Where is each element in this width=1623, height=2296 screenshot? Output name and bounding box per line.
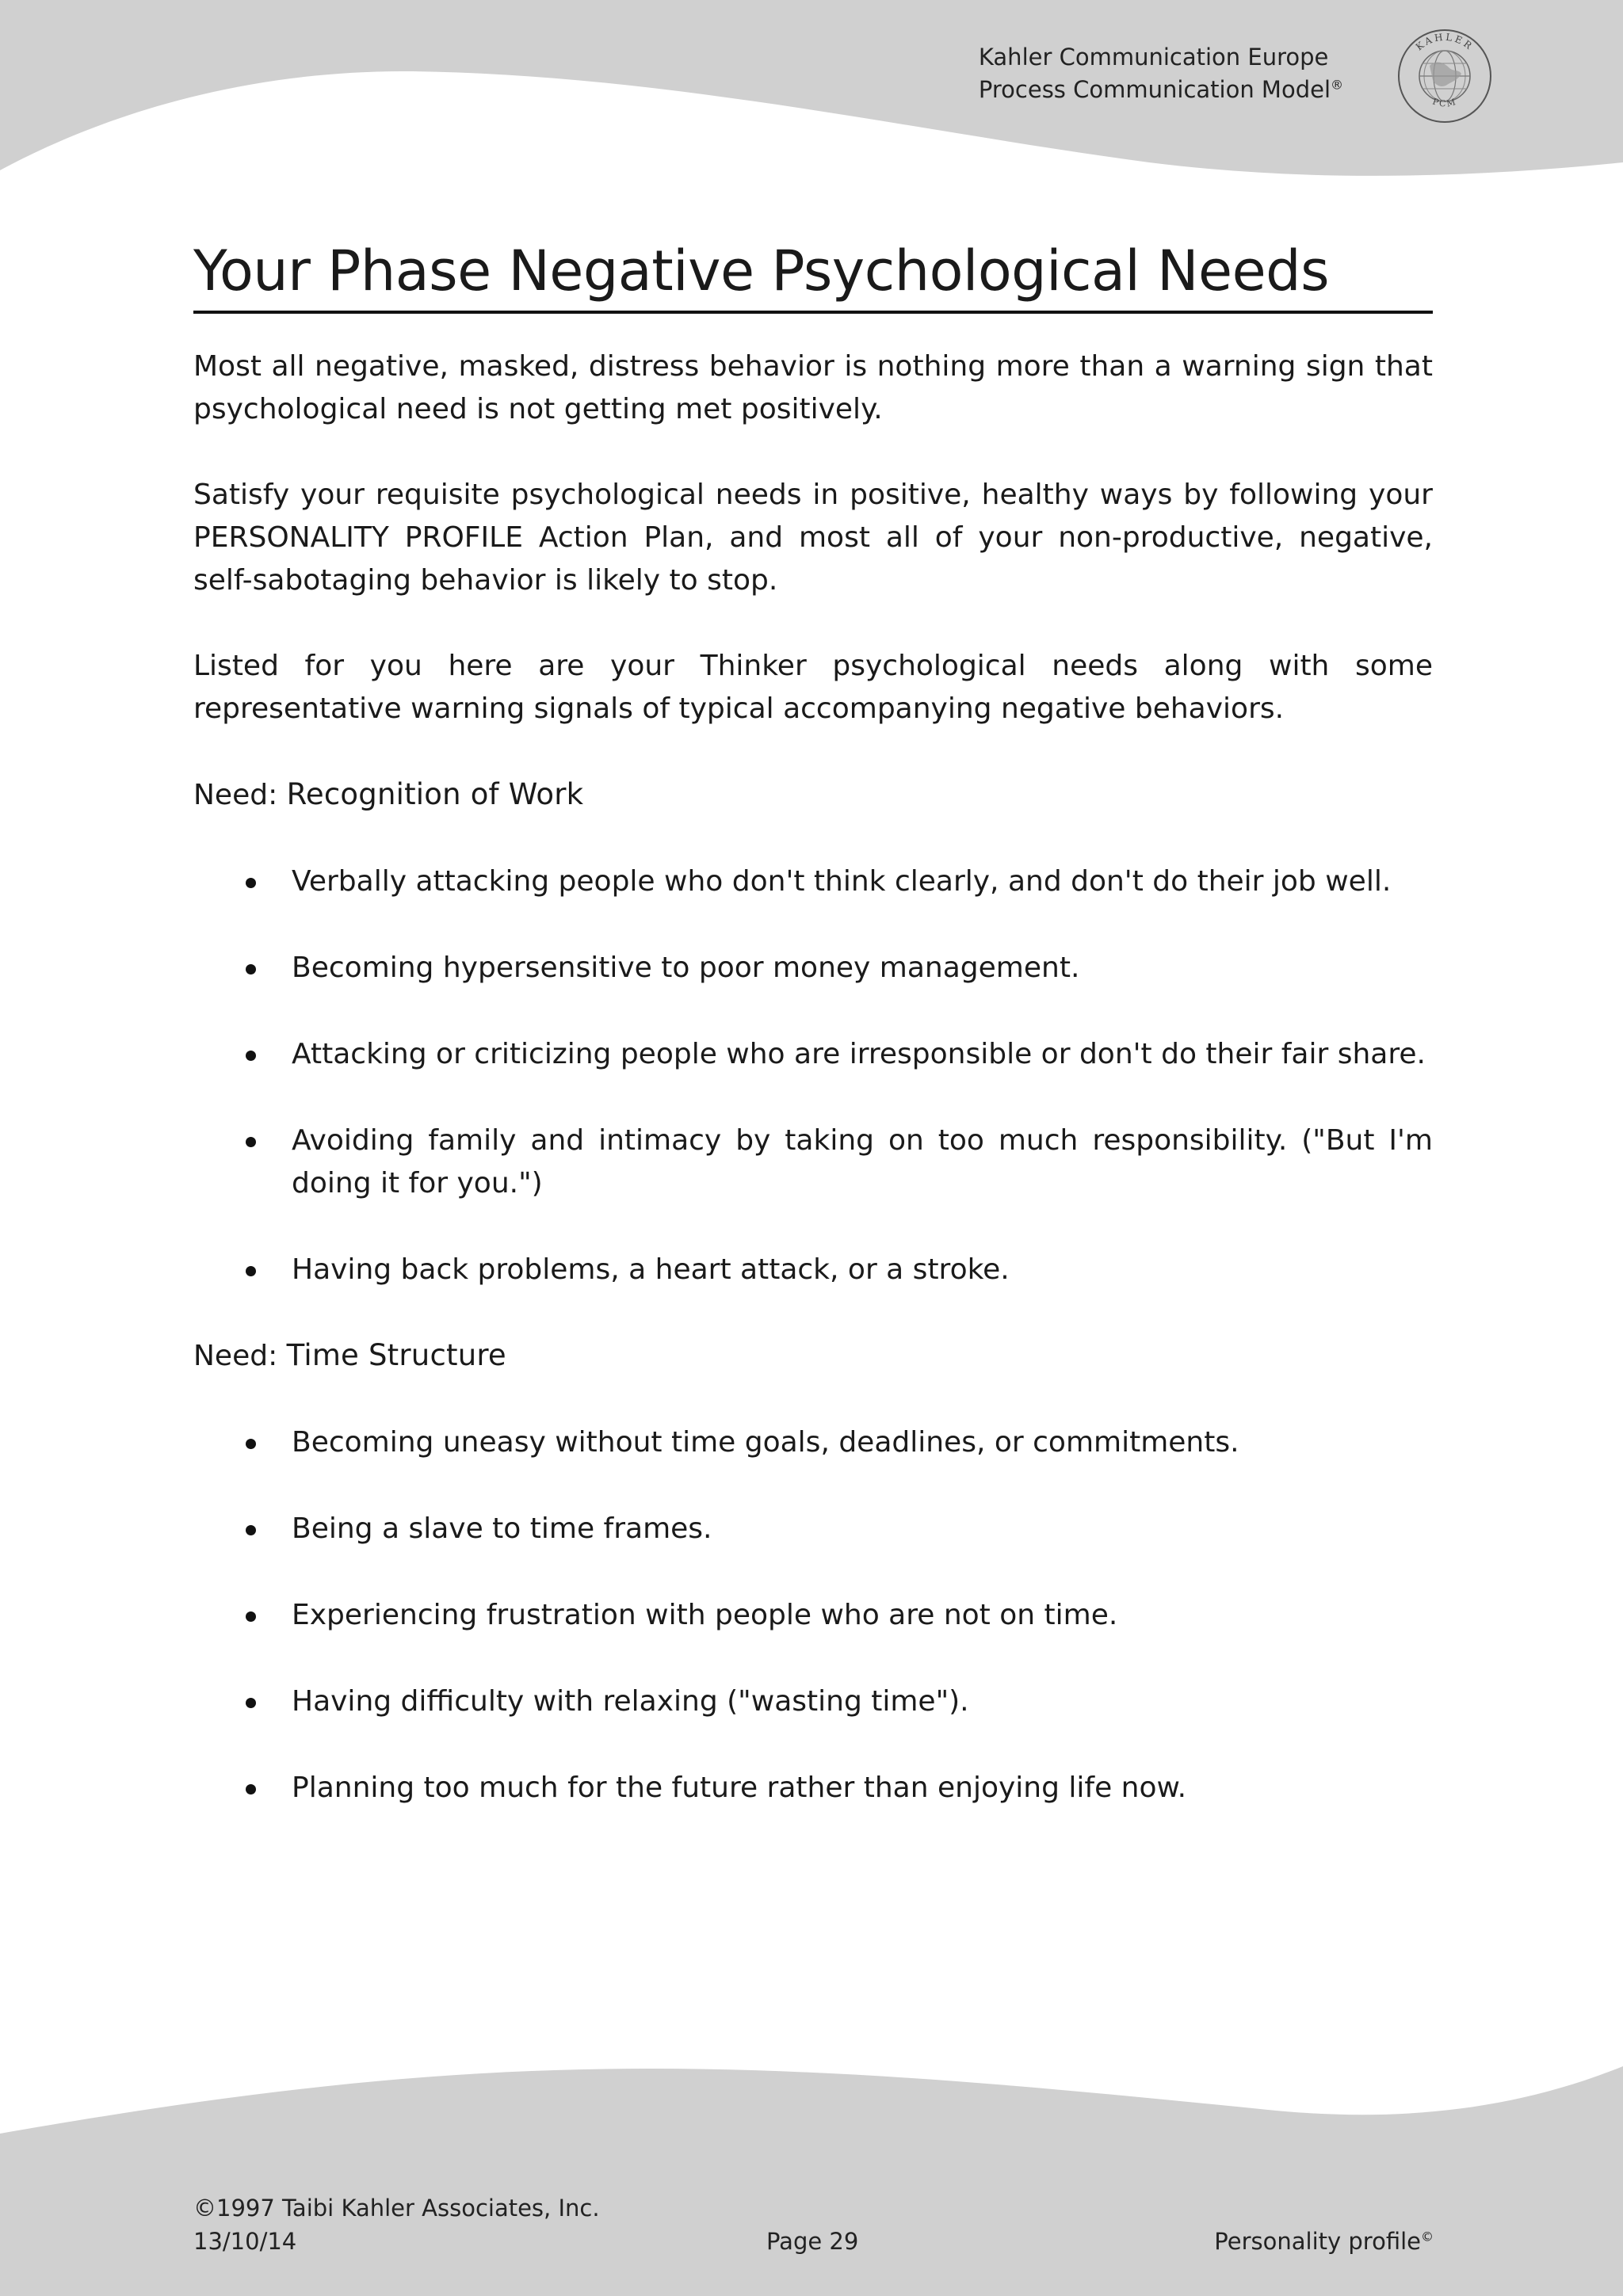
intro-paragraph-3: Listed for you here are your Thinker psychological needs along with some representative warning signals of typical accompanying negative behaviors. xyxy=(193,650,1433,725)
pcm-globe-logo-icon xyxy=(1396,28,1493,124)
list-item: Avoiding family and intimacy by taking on too much responsibility. ("But I'm doing it for you.") xyxy=(193,1119,1433,1205)
list-item: Attacking or criticizing people who are irresponsible or don't do their fair share. xyxy=(193,1033,1433,1076)
need-list-recognition xyxy=(193,860,1433,1291)
bullet-icon xyxy=(246,1698,256,1708)
bullet-icon xyxy=(246,1611,256,1622)
list-item: Becoming uneasy without time goals, deadlines, or commitments. xyxy=(193,1421,1433,1464)
list-item: Becoming hypersensitive to poor money management. xyxy=(193,947,1433,990)
bullet-icon xyxy=(246,1051,256,1061)
bullet-icon xyxy=(246,1439,256,1449)
header-block xyxy=(979,41,1343,106)
svg-text:KAHLER xyxy=(1414,32,1476,53)
header-company: Kahler Communication Europe xyxy=(978,44,1329,71)
need-name: Time Structure xyxy=(286,1338,506,1372)
bullet-icon xyxy=(246,1525,256,1535)
footer-copyright: ©1997 Taibi Kahler Associates, Inc. xyxy=(193,2195,600,2222)
footer-left xyxy=(193,2191,600,2258)
need-heading-recognition xyxy=(193,773,1433,817)
footer-page-number: Page 29 xyxy=(766,2228,859,2255)
list-item: Verbally attacking people who don't think clearly, and don't do their job well. xyxy=(193,860,1433,903)
intro-paragraph-2: Satisfy your requisite psychological needs in positive, healthy ways by following your PERSONALITY PROFILE Action Plan, and most all of your non-productive, negative, self-sabotaging behavior is likely to stop. xyxy=(193,479,1433,597)
list-item: Being a slave to time frames. xyxy=(193,1508,1433,1550)
footer-doc-name: Personality profile© xyxy=(1214,2228,1434,2255)
bullet-icon xyxy=(246,1137,256,1147)
footer-wave xyxy=(0,2066,1623,2296)
bullet-icon xyxy=(246,1784,256,1794)
header-wave xyxy=(0,0,1623,190)
need-prefix: Need: xyxy=(193,1340,278,1372)
footer-date: 13/10/14 xyxy=(193,2228,297,2255)
list-item: Experiencing frustration with people who are not on time. xyxy=(193,1594,1433,1637)
bullet-icon xyxy=(246,964,256,974)
bullet-icon xyxy=(246,1266,256,1276)
logo-text-bottom: PCM xyxy=(1430,96,1458,109)
svg-text:PCM xyxy=(1431,97,1458,109)
main-content xyxy=(193,238,1433,1810)
header-model: Process Communication Model® xyxy=(978,76,1343,103)
list-item: Planning too much for the future rather than enjoying life now. xyxy=(193,1767,1433,1810)
need-list-time-structure xyxy=(193,1421,1433,1810)
bullet-icon xyxy=(246,878,256,888)
intro-paragraph-1: Most all negative, masked, distress behavior is nothing more than a warning sign that psychological need is not getting met positively. xyxy=(193,350,1433,425)
logo-text-top: KAHLER xyxy=(1413,31,1476,53)
need-prefix: Need: xyxy=(193,779,278,811)
list-item: Having back problems, a heart attack, or a stroke. xyxy=(193,1249,1433,1291)
need-name: Recognition of Work xyxy=(286,777,584,811)
page-title: Your Phase Negative Psychological Needs xyxy=(193,238,1433,314)
list-item: Having difficulty with relaxing ("wasting time"). xyxy=(193,1680,1433,1723)
need-heading-time-structure xyxy=(193,1334,1433,1378)
